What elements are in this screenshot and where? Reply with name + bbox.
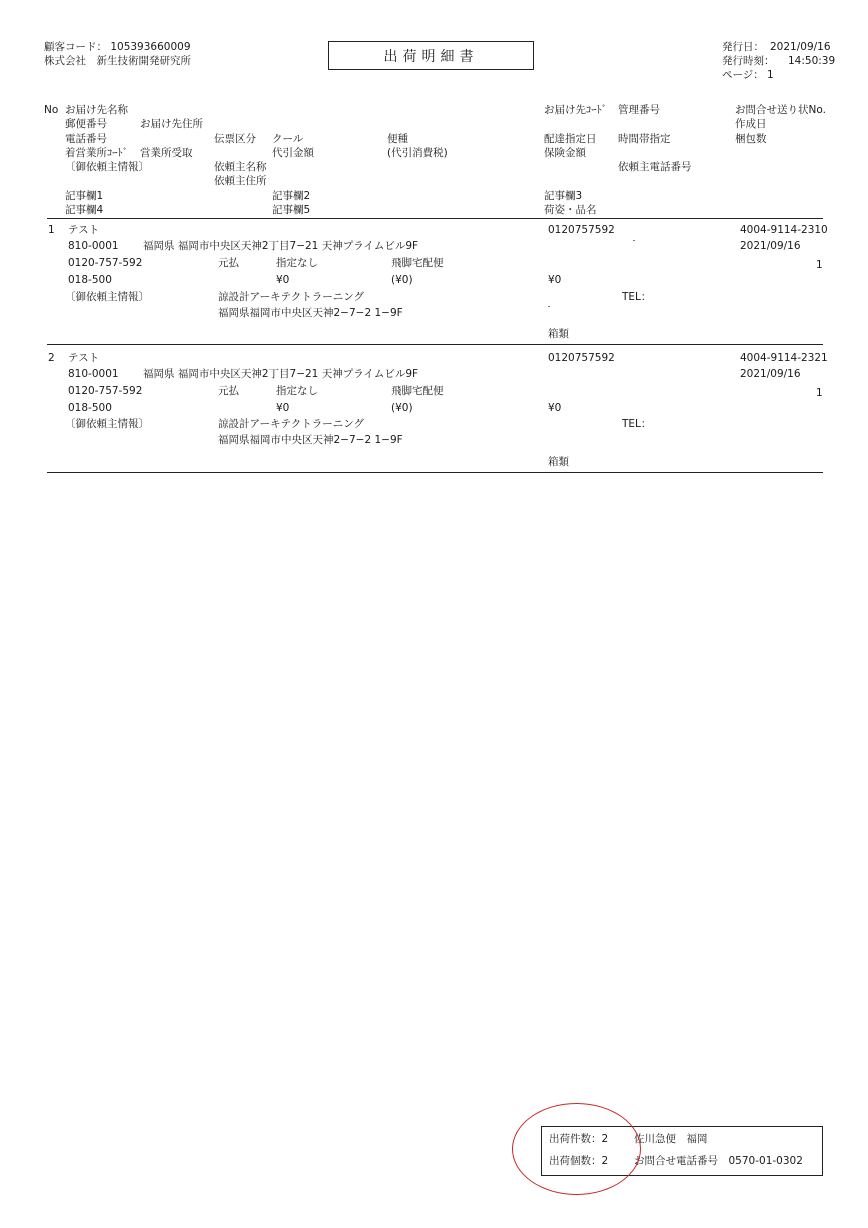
col-insurance: 保険金額 [544, 147, 586, 159]
record-packaging: 箱類 [548, 456, 569, 468]
scan-speck [633, 240, 635, 241]
inquiry-phone: お問合せ電話番号 0570-01-0302 [634, 1155, 803, 1167]
record-service: 飛脚宅配便 [391, 257, 444, 269]
record-client-info: 〔御依頼主情報〕 [65, 418, 149, 430]
record-dest-address: 福岡県 福岡市中央区天神2丁目7−21 天神プライムビル9F [143, 368, 419, 380]
issue-date-label: 発行日： [722, 41, 764, 53]
col-client-phone: 依頼主電話番号 [618, 161, 692, 173]
shipment-record [0, 352, 868, 472]
record-client-info: 〔御依頼主情報〕 [65, 291, 149, 303]
col-postal: 郵便番号 [65, 118, 107, 130]
col-dest-name: お届け先名称 [65, 104, 128, 116]
col-memo3: 記事欄3 [544, 190, 583, 202]
col-time-slot: 時間帯指定 [618, 133, 671, 145]
record-service: 飛脚宅配便 [391, 385, 444, 397]
page-label: ページ： [722, 69, 764, 81]
shipment-record [0, 224, 868, 344]
record-tracking-no: 4004-9114-2321 [740, 352, 828, 364]
record-tel-label: TEL： [622, 418, 652, 430]
col-office-pickup: 営業所受取 [140, 147, 193, 159]
record-phone: 0120-757-592 [68, 385, 143, 397]
record-slip-type: 元払 [218, 257, 239, 269]
col-cod-amount: 代引金額 [272, 147, 314, 159]
record-client-address: 福岡県福岡市中央区天神2−7−2 1−9F [218, 307, 403, 319]
record-cod-tax: (¥0) [391, 274, 413, 286]
col-memo2: 記事欄2 [272, 190, 311, 202]
record-package-count: 1 [816, 259, 823, 271]
record-cool: 指定なし [276, 385, 318, 397]
col-cod-tax: (代引消費税) [387, 147, 448, 159]
record-packaging: 箱類 [548, 328, 569, 340]
record-created-date: 2021/09/16 [740, 368, 801, 380]
company-name: 株式会社 新生技術開発研究所 [44, 55, 191, 67]
record-client-name: 諒設計アーキテクトラーニング [218, 291, 365, 303]
col-created-date: 作成日 [735, 118, 767, 130]
col-tracking-no: お問合せ送り状No. [735, 104, 826, 116]
header-divider [47, 218, 823, 219]
record-office-code: 018-500 [68, 274, 112, 286]
record-package-count: 1 [816, 387, 823, 399]
record-client-address: 福岡県福岡市中央区天神2−7−2 1−9F [218, 434, 403, 446]
shipment-count: 出荷件数：2 [549, 1133, 609, 1145]
carrier-name: 佐川急便 福岡 [634, 1133, 708, 1145]
col-package-count: 梱包数 [735, 133, 767, 145]
col-office-code: 着営業所ｺｰﾄﾞ [65, 147, 128, 159]
col-slip-type: 伝票区分 [214, 133, 256, 145]
record-insurance: ¥0 [548, 274, 562, 286]
issue-date: 2021/09/16 [770, 41, 831, 53]
col-delivery-date: 配達指定日 [544, 133, 597, 145]
record-insurance: ¥0 [548, 402, 562, 414]
record-dest-address: 福岡県 福岡市中央区天神2丁目7−21 天神プライムビル9F [143, 240, 419, 252]
record-no: 1 [48, 224, 55, 236]
scan-speck [548, 306, 550, 307]
record-client-name: 諒設計アーキテクトラーニング [218, 418, 365, 430]
piece-count: 出荷個数：2 [549, 1155, 609, 1167]
col-memo4: 記事欄4 [65, 204, 104, 216]
record-postal: 810-0001 [68, 240, 119, 252]
col-client-name: 依頼主名称 [214, 161, 267, 173]
col-mgmt-no: 管理番号 [618, 104, 660, 116]
record-dest-code: 0120757592 [548, 224, 615, 236]
col-memo5: 記事欄5 [272, 204, 311, 216]
customer-code: 顧客コード： 105393660009 [44, 41, 191, 53]
record-postal: 810-0001 [68, 368, 119, 380]
record-no: 2 [48, 352, 55, 364]
record-tel-label: TEL： [622, 291, 652, 303]
record-phone: 0120-757-592 [68, 257, 143, 269]
record-created-date: 2021/09/16 [740, 240, 801, 252]
page-number: 1 [767, 69, 774, 81]
col-dest-code: お届け先ｺｰﾄﾞ [544, 104, 607, 116]
col-client-address: 依頼主住所 [214, 175, 267, 187]
record-dest-name: テスト [68, 352, 100, 364]
record-slip-type: 元払 [218, 385, 239, 397]
record-cod-amount: ¥0 [276, 402, 290, 414]
col-dest-address: お届け先住所 [140, 118, 203, 130]
record-dest-name: テスト [68, 224, 100, 236]
record-cod-amount: ¥0 [276, 274, 290, 286]
col-packaging: 荷姿・品名 [544, 204, 597, 216]
issue-time: 14:50:39 [788, 55, 836, 67]
record-tracking-no: 4004-9114-2310 [740, 224, 828, 236]
record-divider [47, 472, 823, 473]
col-service: 便種 [387, 133, 408, 145]
record-cod-tax: (¥0) [391, 402, 413, 414]
record-office-code: 018-500 [68, 402, 112, 414]
col-client-info: 〔御依頼主情報〕 [65, 161, 149, 173]
red-annotation-circle [512, 1103, 641, 1195]
record-dest-code: 0120757592 [548, 352, 615, 364]
issue-time-label: 発行時刻： [722, 55, 775, 67]
col-memo1: 記事欄1 [65, 190, 104, 202]
col-cool: クール [272, 133, 304, 145]
document-title-box [328, 41, 534, 70]
record-divider [47, 344, 823, 345]
document-title: 出荷明細書 [383, 48, 479, 65]
col-phone: 電話番号 [65, 133, 107, 145]
col-no: No [44, 104, 59, 116]
record-cool: 指定なし [276, 257, 318, 269]
